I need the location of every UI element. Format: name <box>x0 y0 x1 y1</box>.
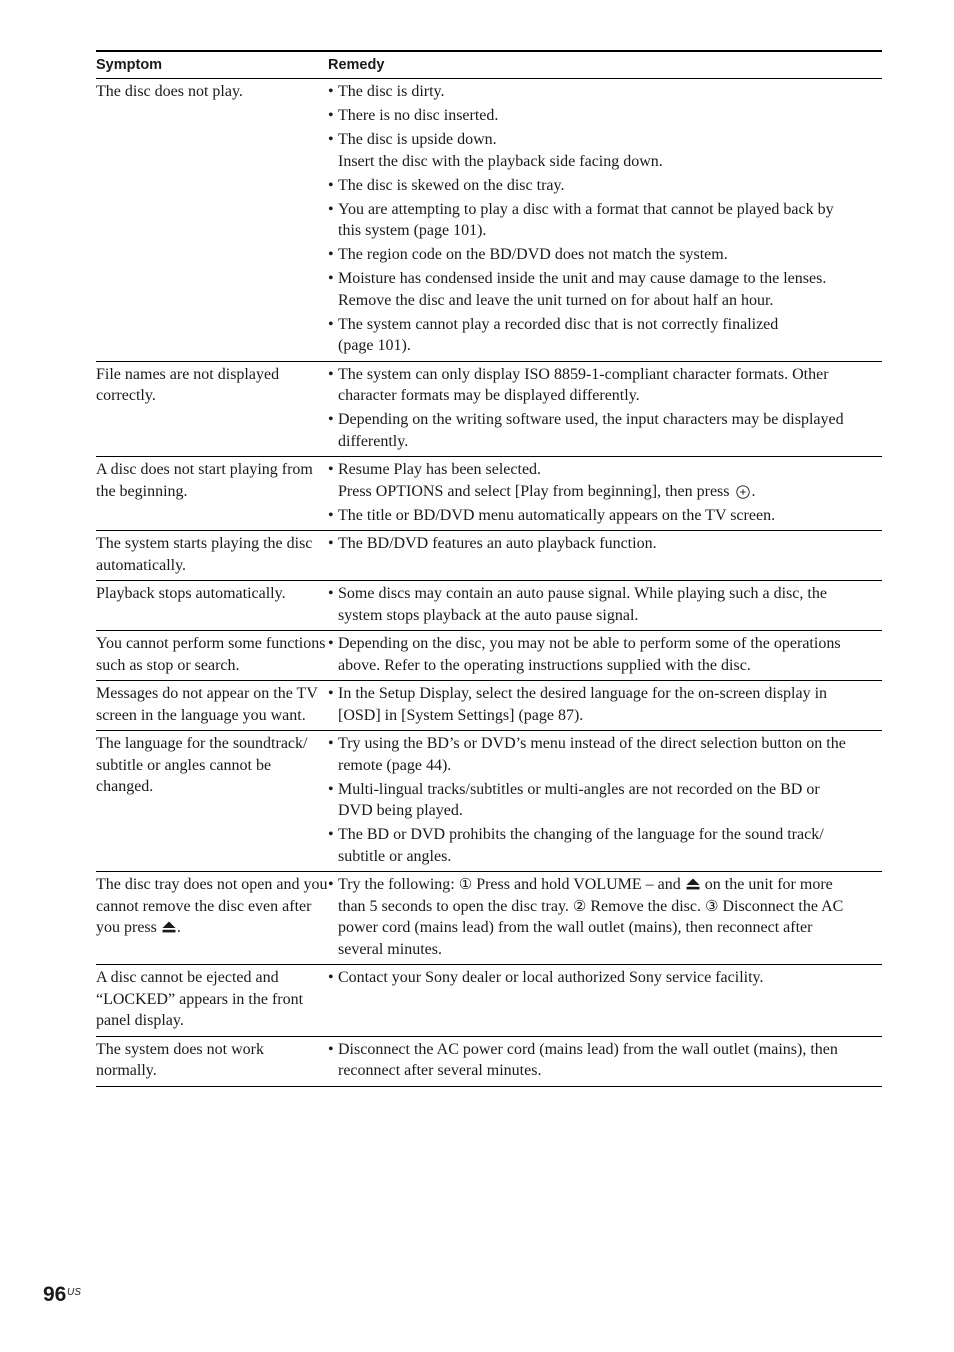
bullet-mark: • <box>328 83 334 100</box>
bullet-mark: • <box>328 246 334 263</box>
symptom-header: Symptom <box>96 57 163 73</box>
bullet-mark: • <box>328 585 334 602</box>
symptom-cell: You cannot perform some functions such as stop or search. <box>96 635 326 674</box>
remedy-text <box>338 874 882 896</box>
remedy-text: Depending on the disc, you may not be able to perform some of the operations <box>338 635 841 652</box>
step-1-marker: ① <box>458 875 473 893</box>
page-number: 96 <box>43 1283 67 1306</box>
remedy-cell <box>328 633 882 676</box>
remedy-text: Some discs may contain an auto pause signal. While playing such a disc, the <box>338 585 827 602</box>
remedy-text: Resume Play has been selected. <box>338 461 542 478</box>
remedy-text: Depending on the writing software used, the input characters may be displayed <box>338 411 844 428</box>
remedy-item <box>328 175 882 197</box>
remedy-cell <box>328 683 882 726</box>
remedy-text-part: . <box>751 482 756 500</box>
remedy-text: The system can only display ISO 8859-1-compliant character formats. Other <box>338 365 829 383</box>
table-row <box>96 965 882 1037</box>
bullet-mark: • <box>328 270 334 287</box>
remedy-text: character formats may be displayed differently. <box>338 387 640 404</box>
bullet-mark: • <box>328 176 334 194</box>
bullet-mark: • <box>328 780 334 798</box>
symptom-cell: File names are not displayed correctly. <box>96 365 280 404</box>
troubleshooting-table <box>96 50 882 1087</box>
remedy-text <box>338 481 882 503</box>
bullet-mark: • <box>328 461 334 478</box>
remedy-text: Remove the disc and leave the unit turned on for about half an hour. <box>338 291 774 309</box>
remedy-item <box>328 364 882 407</box>
bullet-mark: • <box>328 131 334 148</box>
remedy-cell <box>328 533 882 576</box>
remedy-item <box>328 1039 882 1082</box>
remedy-cell <box>328 967 882 1032</box>
remedy-cell <box>328 874 882 960</box>
bullet-mark: • <box>328 200 334 218</box>
remedy-text: DVD being played. <box>338 802 463 819</box>
remedy-text: Multi-lingual tracks/subtitles or multi-angles are not recorded on the BD or <box>338 780 820 798</box>
table-row <box>96 872 882 965</box>
symptom-cell: A disc cannot be ejected and “LOCKED” appears in the front panel display. <box>96 969 304 1029</box>
remedy-item <box>328 733 882 776</box>
remedy-text: subtitle or angles. <box>338 847 452 865</box>
remedy-item <box>328 583 882 626</box>
table-row <box>96 457 882 531</box>
remedy-text: power cord (mains lead) from the wall outlet (mains), then reconnect after <box>338 919 813 936</box>
remedy-item <box>328 967 882 989</box>
remedy-text-part: than 5 seconds to open the disc tray. <box>338 897 573 915</box>
table-row <box>96 531 882 581</box>
step-3-marker: ③ <box>705 896 719 915</box>
remedy-text: The disc is skewed on the disc tray. <box>338 176 565 194</box>
remedy-item <box>328 409 882 452</box>
remedy-text: The disc is upside down. <box>338 131 497 148</box>
remedy-text: system stops playback at the auto pause signal. <box>338 606 639 624</box>
remedy-text: (page 101). <box>338 337 411 354</box>
symptom-text: The disc tray does not open and you cannot remove the disc even after you press <box>96 876 328 936</box>
bullet-mark: • <box>328 506 334 524</box>
remedy-text: differently. <box>338 432 409 450</box>
remedy-text: above. Refer to the operating instructions supplied with the disc. <box>338 656 751 674</box>
remedy-cell <box>328 364 882 453</box>
remedy-item <box>328 244 882 266</box>
table-row <box>96 1037 882 1087</box>
remedy-item <box>328 683 882 726</box>
remedy-item <box>328 199 882 242</box>
remedy-item <box>328 129 882 172</box>
table-row <box>96 79 882 362</box>
remedy-text-part: Disconnect the AC <box>718 897 844 915</box>
remedy-cell <box>328 459 882 526</box>
symptom-cell: The system starts playing the disc automatically. <box>96 535 313 574</box>
remedy-text: remote (page 44). <box>338 756 452 774</box>
remedy-text: Contact your Sony dealer or local authorized Sony service facility. <box>338 969 764 986</box>
remedy-text-part: Remove the disc. <box>586 897 705 915</box>
bullet-mark: • <box>328 685 334 702</box>
page-region-superscript: US <box>67 1287 81 1298</box>
remedy-text: Disconnect the AC power cord (mains lead) from the wall outlet (mains), then <box>338 1040 838 1058</box>
remedy-text: In the Setup Display, select the desired language for the on-screen display in <box>338 685 828 702</box>
symptom-cell: Messages do not appear on the TV screen in the language you want. <box>96 685 318 724</box>
remedy-cell <box>328 583 882 626</box>
remedy-text: The title or BD/DVD menu automatically appears on the TV screen. <box>338 506 776 524</box>
remedy-text-part: Press OPTIONS and select [Play from beginning], then press <box>338 482 730 500</box>
remedy-item <box>328 314 882 357</box>
bullet-mark: • <box>328 969 334 986</box>
step-2-marker: ② <box>572 896 587 915</box>
bullet-mark: • <box>328 826 334 843</box>
remedy-text: The BD or DVD prohibits the changing of the language for the sound track/ <box>338 826 824 843</box>
table-row <box>96 631 882 681</box>
remedy-text: this system (page 101). <box>338 222 487 239</box>
symptom-cell: The disc does not play. <box>96 83 243 100</box>
eject-icon <box>686 878 700 890</box>
symptom-cell <box>96 874 328 960</box>
remedy-item <box>328 533 882 555</box>
remedy-text: Try using the BD’s or DVD’s menu instead of the direct selection button on the <box>338 735 846 752</box>
remedy-cell <box>328 81 882 357</box>
remedy-text: You are attempting to play a disc with a format that cannot be played back by <box>338 200 834 218</box>
remedy-item <box>328 505 882 527</box>
remedy-item <box>328 779 882 822</box>
bullet-mark: • <box>328 107 334 124</box>
remedy-item <box>328 874 882 960</box>
remedy-text: The region code on the BD/DVD does not match the system. <box>338 246 728 263</box>
remedy-text: reconnect after several minutes. <box>338 1062 542 1079</box>
remedy-item <box>328 824 882 867</box>
bullet-mark: • <box>328 876 334 893</box>
table-row <box>96 362 882 458</box>
remedy-text: The system cannot play a recorded disc that is not correctly finalized <box>338 315 779 333</box>
remedy-cell <box>328 733 882 867</box>
table-header <box>96 52 882 79</box>
eject-icon <box>162 921 176 933</box>
bullet-mark: • <box>328 411 334 428</box>
remedy-text: Moisture has condensed inside the unit and may cause damage to the lenses. <box>338 270 827 287</box>
remedy-item <box>328 105 882 127</box>
table-row <box>96 731 882 872</box>
symptom-cell: The language for the soundtrack/ subtitle or angles cannot be changed. <box>96 735 308 795</box>
remedy-header: Remedy <box>328 57 385 73</box>
remedy-item <box>328 81 882 103</box>
remedy-text: Insert the disc with the playback side facing down. <box>338 152 663 170</box>
bullet-mark: • <box>328 365 334 383</box>
remedy-text: several minutes. <box>338 940 442 958</box>
table-row <box>96 681 882 731</box>
remedy-text: [OSD] in [System Settings] (page 87). <box>338 706 584 724</box>
symptom-cell: Playback stops automatically. <box>96 585 286 602</box>
symptom-cell: A disc does not start playing from the beginning. <box>96 461 313 500</box>
remedy-text <box>338 896 882 918</box>
remedy-text-part: Try the following: <box>338 876 459 893</box>
bullet-mark: • <box>328 735 334 752</box>
remedy-item <box>328 633 882 676</box>
enter-button-icon <box>736 485 750 499</box>
bullet-mark: • <box>328 635 334 652</box>
remedy-text: The disc is dirty. <box>338 83 445 100</box>
remedy-item <box>328 268 882 311</box>
remedy-text: The BD/DVD features an auto playback function. <box>338 535 657 552</box>
bullet-mark: • <box>328 1040 334 1058</box>
symptom-text-part: . <box>176 919 181 936</box>
remedy-item <box>328 459 882 502</box>
remedy-text-part: Press and hold VOLUME – and <box>472 876 685 893</box>
table-row <box>96 581 882 631</box>
remedy-cell <box>328 1039 882 1082</box>
bullet-mark: • <box>328 315 334 333</box>
bullet-mark: • <box>328 535 334 552</box>
remedy-text-part: on the unit for more <box>700 876 833 893</box>
symptom-cell: The system does not work normally. <box>96 1040 264 1079</box>
remedy-text: There is no disc inserted. <box>338 107 499 124</box>
